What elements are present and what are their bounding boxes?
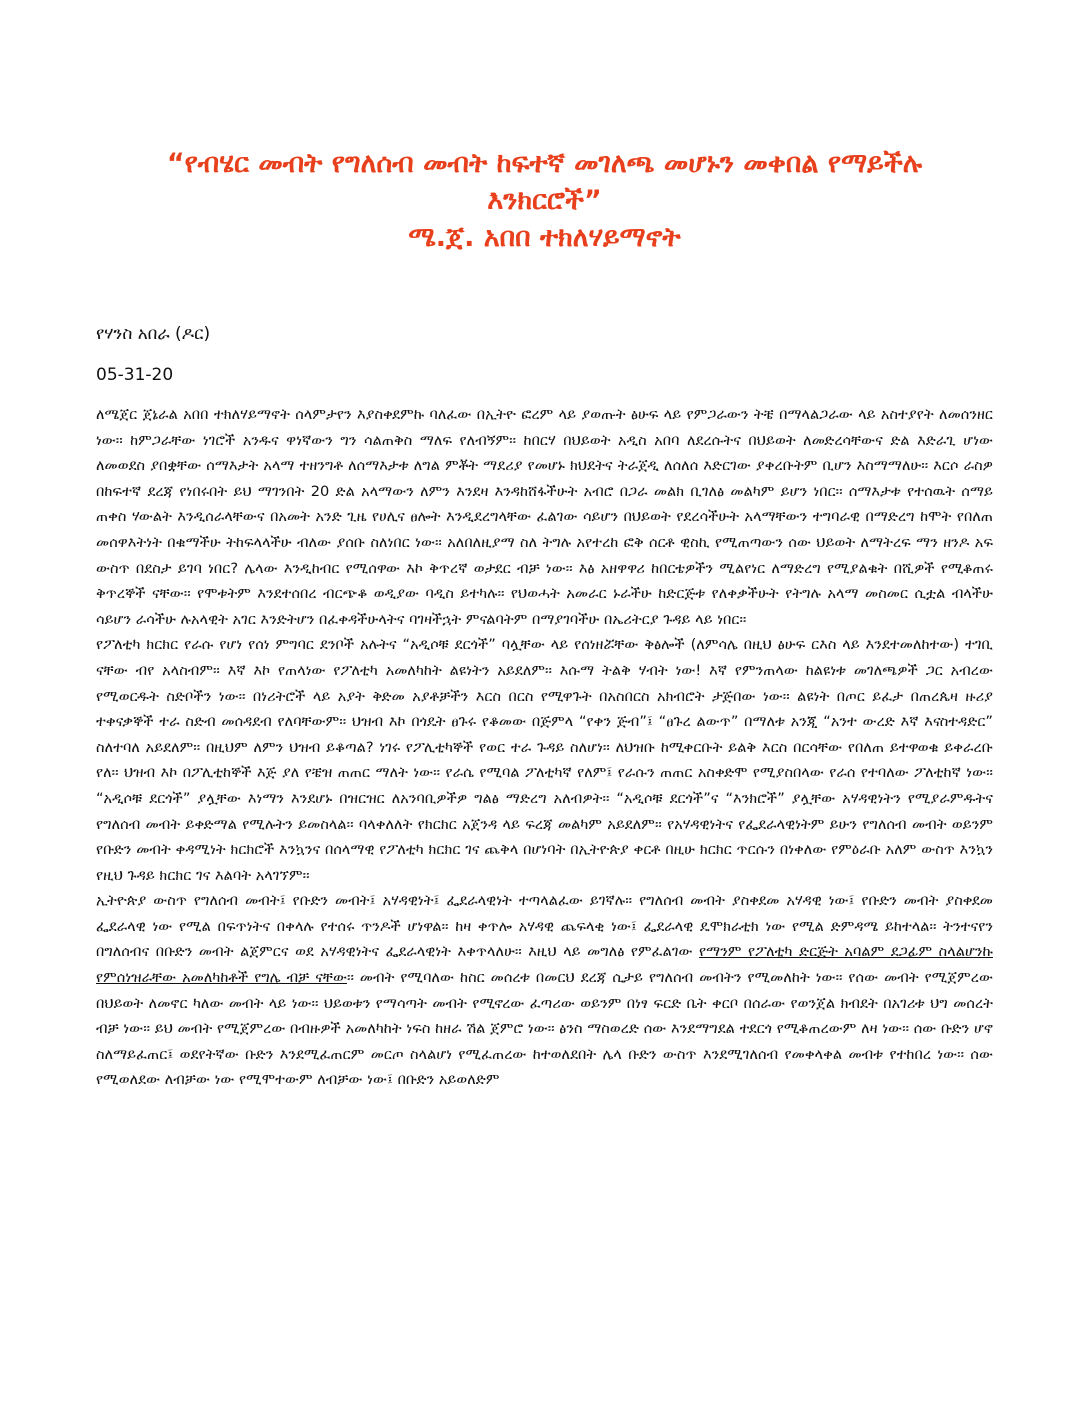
paragraph-3-text-start: ኢትዮጵያ ውስጥ የግለሰብ መብት፤ የቡድን መብት፤ አሃዳዊነት፤ ፌደራላዊነት ተጣላልፈው ይገኛሉ፡፡ የግለሰብ መብት ያስቀደመ አሃዳዊ ነው፤ የቡድን መብት ያስቀደመ ፌደራላዊ ነው የሚል በፍጥነትና በቀላሉ የተሰሩ ጥንዶች ሆነዋል፡፡ ከዛ ቀጥሎ አሃዳዊ ጨፍላቂ ነው፤ ፌደራላዊ ዴሞክራቲክ ነው የሚል ድምዳሜ ይከተላል፡፡ ትንተናየን በግለሰብና በቡድን መብት ልጀምርና ወደ አሃዳዊነትና ፌደራላዊነት እቀጥላለሁ፡፡ እዚህ ላይ መግለፅ የምፈልገው xyxy=(96,892,993,961)
document-date: 05-31-20 xyxy=(96,365,174,385)
author-name: የሃንስ አበራ (ዶር) xyxy=(96,324,211,344)
title-line-3: ሜ.ጀ. አበበ ተክለሃይማኖት xyxy=(408,222,681,253)
paragraph-3-text-end: ፡፡ መብት የሚባለው ከስር መሰረቱ በመርህ ደረጃ ሲታይ የግለሰብ መብትን የሚመለከት ነው፡፡ የሰው መብት የሚጀምረው በህይወት ለመኖር ካለው መብት ላይ ነው፡፡ ህይወቱን የማሳጣት መብት የሚኖረው ፈጣሪው ወይንም በነፃ ፍርድ ቤት ቀርቦ በሰራው የወንጀል ክብደት በአገሪቱ ህግ መሰረት ብቻ ነው፡፡ ይህ መብት የሚጀምረው በብዙዎች አመለካከት ነፍስ ከዘራ ሽል ጀምሮ ነው፡፡ ፅንስ ማስወረድ ሰው እንደማግደል ተደርጎ የሚቆጠረውም ለዛ ነው፡፡ ሰው ቡድን ሆኖ ስለማይፈጠር፤ ወደየትኛው ቡድን እንደሚፈጠርም መርጦ ስላልሆነ የሚፈጠረው ከተወለደበት ሌላ ቡድን ውስጥ እንደሚገለሰብ የመቀላቀል መብቱ የተከበረ ነው፡፡ ሰው የሚወለደው ለብቻው ነው የሚሞተውም ለብቻው ነው፤ በቡድን አይወለድም xyxy=(96,969,993,1089)
paragraph-1: ለሜጀር ጀኔራል አበበ ተክለሃይማኖት ሰላምታየን እያስቀደምኩ ባለፈው በኢትዮ ፎረም ላይ ያወጡት ፅሁፍ ላይ የምጋራውን ትቼ በማላልጋራው ላይ አስተያየት ለመሰንዘር ነው፡፡ ከምጋራቸው ነገሮች አንዱና ዋነኛውን ግን ሳልጠቅስ ማለፍ የለብኝም፡፡ ከበርሃ በህይወት አዲስ አበባ ለደረሱትና በህይወት ለመድረሳቸውና ድል እድራጊ ሆነው ለመወደስ ያበቋቸው ሰማእታት አላማ ተዘንግቶ ለሰማእታቱ ለግል ምቾት ማደሪያ የመሆኑ ክህደትና ትራጀዲ ለሰለሰ እድርገው ያቀረቡትም ቢሆን እስማማለሁ፡፡ እርሶ ራስዎ በከፍተኛ ደረጃ የነበሩበት ይህ ማገንበት 20 ድል አላማውን ለምን እንደዛ እንዳከሸፋችሁት አብሮ በጋራ መልክ ቢገለፅ መልካም ይሆን ነበር፡፡ ሰማእታቱ የተሰዉት ሰማይ ጠቀስ ሃውልት እንዲሰራላቸውና በአመት አንድ ጊዜ የሀሊና ፀሎት እንዲደረግላቸው ፈልገው ሳይሆን በህይወት የደረሳችሁት አላማቸውን ተግባራዊ በማድረግ ከሞት የበለጠ መሰዋእትነት በቁማችሁ ትከፍላላችሁ ብለው ያሰቡ ስለነበር ነው፡፡ አለበለዚያማ ስለ ትግሉ አየተረከ ፎቅ ሰርቶ ዊስኪ የሚጠጣውን ሰው ህይወት ለማትረፍ ማን ዘንዶ አፍ ውስጥ በደስታ ይገባ ነበር? ሌላው እንዲከብር የሚሰዋው እኮ ቅጥረኛ ወታደር ብቻ ነው፡፡ እፅ አዘዋዋሪ ከበርቴዎችን ሚልየነር ለማድረግ የሚያልቁት በሺዎች የሚቆጠሩ ቅጥረኞች ናቸው፡፡ የሞቱትም እንደተሰበረ ብርጭቆ ወዲያው ባዲስ ይተካሉ፡፡ የህወሓት አመራር ኑራችሁ ከድርጅቱ የለቀቃችሁት የትግሉ አላማ መስመር ሲቷል ብላችሁ ሳይሆን ራሳችሁ ሉአላዊት አገር እንድትሆን በፈቀዳችሁላትና ባገዛችኋት ምናልባትም በማያገባችሁ በኤሪትርያ ጉዳይ ላይ ነበር፡፡ xyxy=(96,406,993,628)
document-title xyxy=(96,145,993,256)
paragraph-2: የፖለቲካ ክርክር የራሱ የሆነ የሰነ ምግባር ደንቦች አሉትና “አዲሶቹ ደርጎች” ባሏቸው ላይ የሰነዘሯቸው ቅፅሎች (ለምሳሌ በዚህ ፅሁፍ ርእስ ላይ እንደተመለከተው) ተገቢ ናቸው ብየ አላስብም፡፡ እኛ እኮ የጠላነው የፖለቲካ አመለካከት ልዩነትን አይደለም፡፡ እሱማ ትልቅ ሃብት ነው! እኛ የምንጠላው ከልዩነቱ መገለጫዎች ጋር አብረው የሚወርዱት ስድቦችን ነው፡፡ በነሪትሮች ላይ አያት ቅድመ አያቶቻችን እርስ በርስ የሚዋጉት በአስበርስ አክብሮት ታጅበው ነው፡፡ ልዩነት በጦር ይፈታ በጠረጴዛ ዙሪያ ተቀናቃኞች ተራ ስድብ መሰዳደብ የለባቸውም፡፡ ህዝብ እኮ በጎዴት ፀጉሩ የቆመው በጅምላ “የቀን ጅብ”፤ “ፀጉረ ልውጥ” በማለቱ አንጂ “አንተ ውረድ እኛ እናስተዳድር” ስለተባለ አይደለም፡፡ በዚህም ለምን ህዝብ ይቆጣል? ነገሩ የፖሊቲካኞች የወር ተራ ጉዳይ ስለሆነ፡፡ ለህዝቡ ከሚቀርቡት ይልቅ እርስ በርሳቸው የበለጠ ይተዋወቁ ይቀራረቡ የለ፡፡ ህዝብ እኮ በፖሊቲከኞች እጅ ያለ የቼዝ ጠጠር ማለት ነው፡፡ የራሴ የሚባል ፖለቲካኛ የለም፤ የራሱን ጠጠር አስቀድሞ የሚያስበላው የራሰ የተባለው ፖለቲከኛ ነው፡፡ “አዲሶቹ ደርጎች” ያሏቸው እነማን እንደሆኑ በዝርዝር ለአንባቢዎችዎ ግልፅ ማድረግ አለብዎት፡፡ “አዲሶቹ ደርጎች”ና “እንክሮች” ያሏቸው አሃዳዊነትን የሚያራምዱትና የግለሰብ መብት ይቀድማል የሚሉትን ይመስላል፡፡ ባላቀለለት የክርክር አጀንዳ ላይ ፍረጃ መልካም አይደለም፡፡ የአሃዳዊነትና የፌደራላዊነትም ይሁን የግለሰብ መብት ወይንም የቡድን መብት ቀዳሚነት ክርክሮች እንኳንና በሰላማዊ የፖለቲካ ክርክር ገና ጨቅላ በሆነባት በኢትዮጵያ ቀርቶ በዚሁ ክርክር ጥርሱን በነቀለው የምዕራቡ አለም ውስጥ እንኳን የዚህ ጉዳይ ክርክር ገና እልባት አላገኘም፡፡ xyxy=(96,636,993,884)
title-line-2: እንክርሮች” xyxy=(487,185,602,216)
paragraph-3-underlined-text: የማንም የፖለቲካ ድርጅት አባልም ደጋፊም ስላልሆንኩ የምሰነዝራቸው አመለካከቶች የግሌ ብቻ ናቸው xyxy=(96,943,993,987)
paragraph-3 xyxy=(96,888,993,1093)
title-line-1: “የብሄር መብት የግለሰብ መብት ከፍተኛ መገለጫ መሆኑን መቀበል የማይችሉ xyxy=(166,148,923,179)
